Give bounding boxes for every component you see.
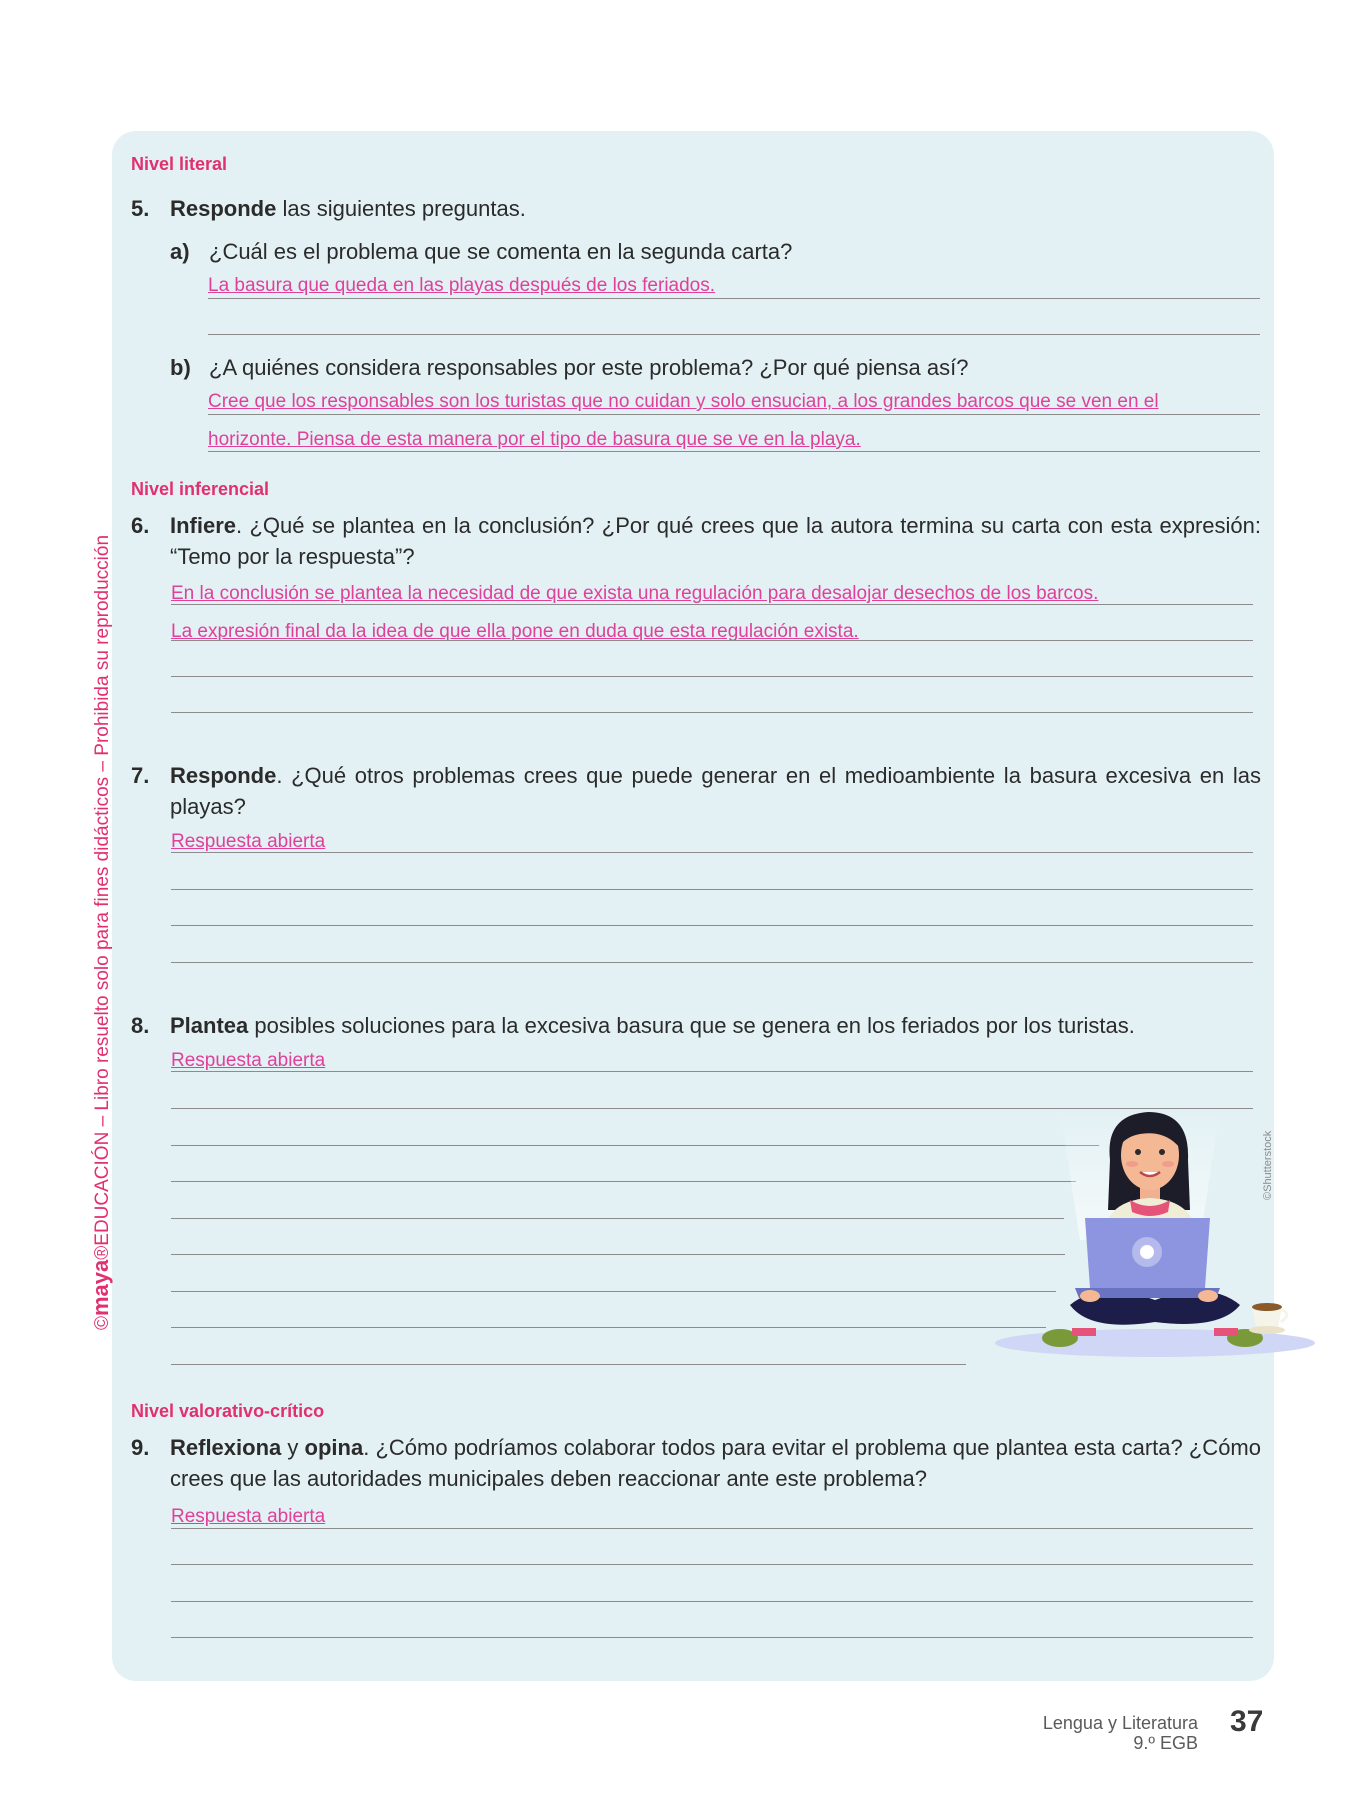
answer-line[interactable] [171, 1181, 1076, 1182]
question-verb: Infiere [170, 513, 237, 538]
question-9: 9. Reflexiona y opina. ¿Cómo podríamos colaborar todos para evitar el problema que plantea esta carta? ¿Cómo crees que las autoridades municipales deben reaccionar ante este problema? [131, 1432, 1261, 1494]
question-verb: Responde [170, 196, 277, 221]
answer-line[interactable] [171, 1254, 1065, 1255]
answer-5a: La basura que queda en las playas después de los feriados. [208, 275, 716, 296]
answer-line[interactable] [171, 1291, 1056, 1292]
sub-label: a) [170, 239, 190, 264]
answer-line[interactable] [171, 1145, 1099, 1146]
answer-8: Respuesta abierta [171, 1050, 326, 1071]
question-number: 6. [131, 513, 150, 538]
answer-line[interactable] [171, 640, 1253, 641]
question-verb: Plantea [170, 1013, 249, 1038]
answer-line[interactable] [208, 298, 1260, 299]
copyright-text: EDUCACIÓN – Libro resuelto solo para fines didácticos – Prohibida su reproducción [92, 534, 113, 1246]
question-number: 9. [131, 1435, 150, 1460]
answer-line[interactable] [171, 925, 1253, 926]
answer-6-line1: En la conclusión se plantea la necesidad de que exista una regulación para desalojar desechos de los barcos. [171, 583, 1099, 604]
answer-line[interactable] [171, 1528, 1253, 1529]
answer-line[interactable] [208, 451, 1260, 452]
sub-label: b) [170, 355, 191, 380]
answer-5b-line1: Cree que los responsables son los turistas que no cuidan y solo ensucian, a los grandes barcos que se ven en el [208, 391, 1159, 412]
answer-line[interactable] [171, 962, 1253, 963]
copyright-strip: ©maya®EDUCACIÓN – Libro resuelto solo para fines didácticos – Prohibida su reproducción [88, 534, 113, 1330]
question-7: 7. Responde. ¿Qué otros problemas crees que puede generar en el medioambiente la basura excesiva en las playas? [131, 760, 1261, 822]
question-5: 5. Responde las siguientes preguntas. [131, 193, 1261, 224]
brand-logo: maya [88, 1259, 113, 1316]
question-5b [170, 352, 1260, 383]
answer-line[interactable] [171, 1637, 1253, 1638]
answer-line[interactable] [171, 604, 1253, 605]
level-critical-heading: Nivel valorativo-crítico [131, 1401, 325, 1421]
answer-line[interactable] [171, 1564, 1253, 1565]
question-8: 8. Plantea posibles soluciones para la excesiva basura que se genera en los feriados por los turistas. [131, 1010, 1261, 1041]
answer-line[interactable] [208, 414, 1260, 415]
answer-7: Respuesta abierta [171, 831, 326, 852]
level-literal-heading: Nivel literal [131, 154, 228, 174]
answer-line[interactable] [171, 852, 1253, 853]
page-number: 37 [1230, 1705, 1264, 1738]
question-5a [170, 236, 1260, 267]
footer-subject: Lengua y Literatura [1042, 1713, 1198, 1733]
sub-question-text: ¿A quiénes considera responsables por este problema? ¿Por qué piensa así? [209, 355, 969, 380]
answer-line[interactable] [171, 1601, 1253, 1602]
question-verb: Responde [170, 763, 277, 788]
answer-line[interactable] [171, 1218, 1064, 1219]
answer-line[interactable] [171, 712, 1253, 713]
answer-line[interactable] [171, 676, 1253, 677]
answer-9: Respuesta abierta [171, 1506, 326, 1527]
answer-5b-line2: horizonte. Piensa de esta manera por el tipo de basura que se ve en la playa. [208, 429, 861, 450]
question-number: 5. [131, 196, 150, 221]
question-number: 8. [131, 1013, 150, 1038]
question-number: 7. [131, 763, 150, 788]
answer-line[interactable] [171, 1364, 966, 1365]
footer-grade: 9.º EGB [1133, 1733, 1198, 1753]
answer-6-line2: La expresión final da la idea de que ella pone en duda que esta regulación exista. [171, 621, 859, 642]
question-verb: opina [304, 1435, 364, 1460]
answer-line[interactable] [171, 889, 1253, 890]
level-inferential-heading: Nivel inferencial [131, 479, 270, 499]
question-verb: Reflexiona [170, 1435, 282, 1460]
answer-line[interactable] [208, 334, 1260, 335]
footer-subject-block [1043, 1713, 1198, 1753]
question-6: 6. Infiere. ¿Qué se plantea en la conclusión? ¿Por qué crees que la autora termina su carta con esta expresión: “Temo por la respuesta”? [131, 510, 1261, 572]
answer-line[interactable] [171, 1327, 1046, 1328]
sub-question-text: ¿Cuál es el problema que se comenta en la segunda carta? [209, 239, 793, 264]
image-credit: ©Shutterstock [1262, 1130, 1274, 1200]
answer-line[interactable] [171, 1071, 1253, 1072]
